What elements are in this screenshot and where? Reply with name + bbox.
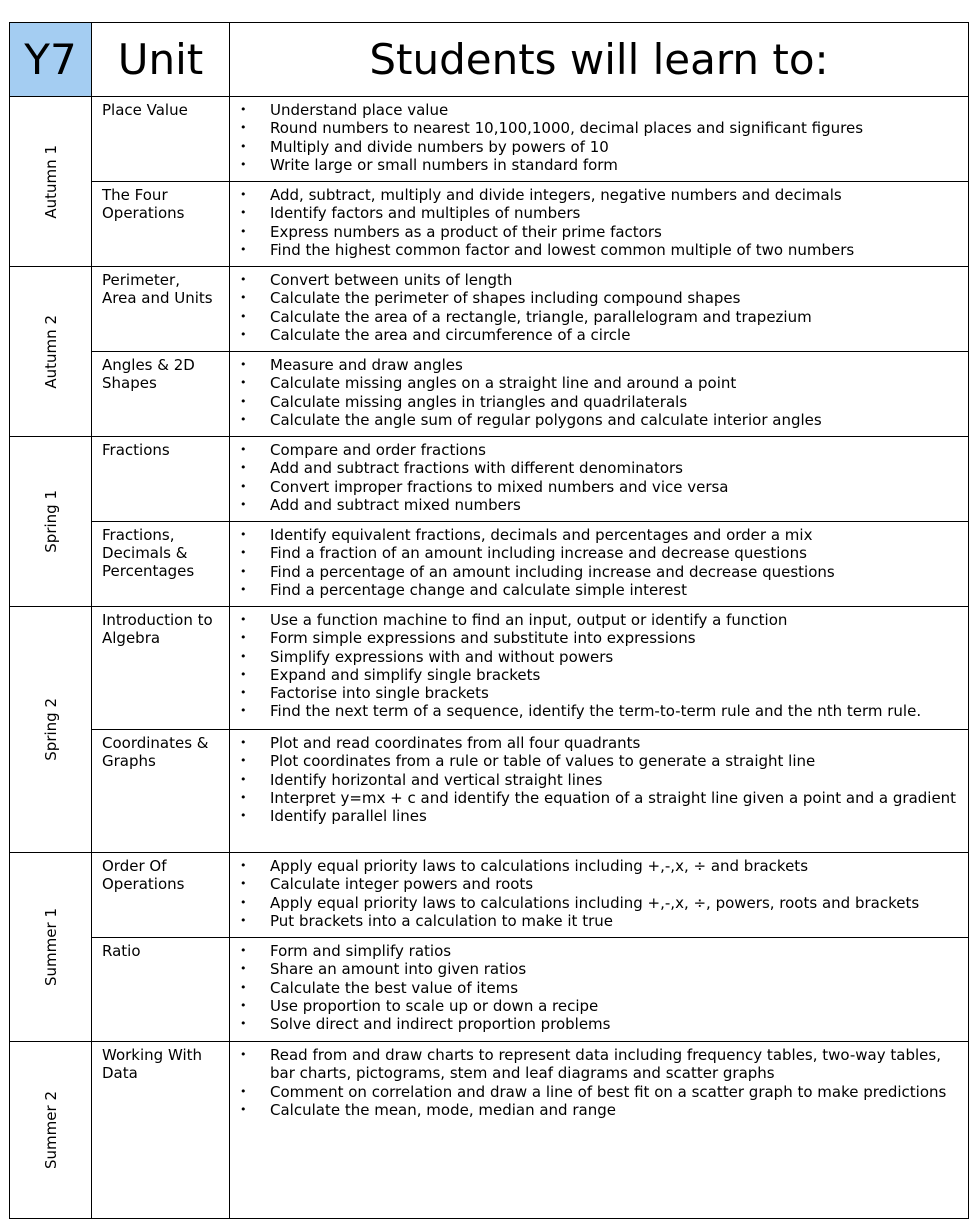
- bullet-icon: •: [240, 309, 247, 323]
- bullet-icon: •: [240, 1048, 247, 1061]
- objective-text: Read from and draw charts to represent data including frequency tables, two-way tables, bar charts, pictograms, stem and leaf diagrams and scatter graphs: [270, 1046, 941, 1083]
- bullet-icon: •: [240, 1102, 247, 1116]
- term-label: Autumn 2: [41, 314, 60, 389]
- objective-item: [238, 912, 962, 930]
- objective-text: Use a function machine to find an input, output or identify a function: [270, 611, 788, 629]
- objectives-list: [238, 271, 962, 344]
- bullet-icon: •: [240, 224, 247, 238]
- unit-cell: [92, 352, 230, 437]
- objective-text: Plot coordinates from a rule or table of values to generate a straight line: [270, 752, 816, 771]
- bullet-icon: •: [240, 913, 247, 927]
- objective-item: [238, 308, 962, 326]
- objective-text: Identify equivalent fractions, decimals and percentages and order a mix: [270, 526, 813, 544]
- bullet-icon: •: [240, 376, 247, 390]
- unit-cell: [92, 1042, 230, 1219]
- objective-text: Convert between units of length: [270, 271, 513, 289]
- unit-name: Fractions: [102, 441, 170, 459]
- bullet-icon: •: [240, 859, 247, 872]
- objective-text: Calculate the area and circumference of a circle: [270, 325, 631, 344]
- bullet-icon: •: [240, 564, 247, 578]
- objective-text: Simplify expressions with and without powers: [270, 647, 614, 666]
- objective-item: [238, 629, 962, 647]
- term-label: Autumn 1: [41, 144, 60, 219]
- term-label: Spring 1: [41, 490, 60, 553]
- bullet-icon: •: [240, 479, 247, 493]
- unit-column-header: Unit: [92, 23, 230, 97]
- unit-name: Introduction to Algebra: [102, 611, 213, 647]
- objective-item: [238, 752, 962, 770]
- objectives-cell: [230, 267, 969, 352]
- term-label: Summer 2: [41, 1091, 60, 1169]
- objective-text: Convert improper fractions to mixed numbers and vice versa: [270, 477, 729, 496]
- unit-row: [10, 97, 969, 182]
- term-cell: [10, 437, 92, 607]
- objective-item: [238, 186, 962, 204]
- bullet-icon: •: [240, 649, 247, 663]
- objective-text: Apply equal priority laws to calculations including +,-,x, ÷ and brackets: [270, 857, 809, 875]
- objective-item: [238, 393, 962, 411]
- objectives-cell: [230, 938, 969, 1042]
- objective-text: Calculate the best value of items: [270, 978, 519, 997]
- unit-cell: [92, 182, 230, 267]
- bullet-icon: •: [240, 188, 247, 201]
- objectives-cell: [230, 182, 969, 267]
- bullet-icon: •: [240, 895, 247, 909]
- bullet-icon: •: [240, 754, 247, 768]
- bullet-icon: •: [240, 412, 247, 426]
- objective-text: Form and simplify ratios: [270, 942, 452, 960]
- bullet-icon: •: [240, 631, 247, 645]
- bullet-icon: •: [240, 1084, 247, 1098]
- bullet-icon: •: [240, 980, 247, 994]
- objectives-cell: [230, 853, 969, 938]
- objective-item: [238, 356, 962, 374]
- objective-item: [238, 789, 962, 807]
- objective-item: [238, 875, 962, 893]
- objective-item: [238, 496, 962, 514]
- bullet-icon: •: [240, 686, 247, 700]
- objective-item: [238, 1046, 962, 1083]
- objective-text: Expand and simplify single brackets: [270, 665, 541, 684]
- objective-item: [238, 441, 962, 459]
- bullet-icon: •: [240, 291, 247, 305]
- bullet-icon: •: [240, 667, 247, 681]
- unit-cell: [92, 522, 230, 607]
- objective-text: Identify parallel lines: [270, 807, 427, 826]
- unit-name: Perimeter, Area and Units: [102, 271, 213, 307]
- term-cell: [10, 267, 92, 437]
- bullet-icon: •: [240, 121, 247, 135]
- bullet-icon: •: [240, 1017, 247, 1031]
- objective-item: [238, 478, 962, 496]
- bullet-icon: •: [240, 327, 247, 341]
- objective-item: [238, 241, 962, 259]
- bullet-icon: •: [240, 157, 247, 171]
- objective-item: [238, 204, 962, 222]
- objectives-cell: [230, 352, 969, 437]
- objective-text: Write large or small numbers in standard form: [270, 155, 618, 174]
- objective-text: Calculate missing angles in triangles and quadrilaterals: [270, 392, 688, 411]
- objectives-cell: [230, 522, 969, 607]
- bullet-icon: •: [240, 582, 247, 596]
- objective-item: [238, 563, 962, 581]
- objectives-cell: [230, 97, 969, 182]
- unit-name: Place Value: [102, 101, 188, 119]
- bullet-icon: •: [240, 394, 247, 408]
- objective-text: Measure and draw angles: [270, 356, 463, 374]
- objective-text: Understand place value: [270, 101, 449, 119]
- unit-row: [10, 607, 969, 730]
- term-label: Summer 1: [41, 908, 60, 986]
- objective-item: [238, 1015, 962, 1033]
- objective-item: [238, 942, 962, 960]
- objective-text: Round numbers to nearest 10,100,1000, decimal places and significant figures: [270, 119, 864, 138]
- bullet-icon: •: [240, 103, 247, 116]
- objective-text: Identify factors and multiples of numbers: [270, 204, 581, 223]
- objective-item: [238, 101, 962, 119]
- objective-item: [238, 960, 962, 978]
- table-body: [10, 23, 969, 1219]
- objective-item: [238, 734, 962, 752]
- objectives-cell: [230, 1042, 969, 1219]
- bullet-icon: •: [240, 998, 247, 1012]
- objective-text: Find a percentage of an amount including increase and decrease questions: [270, 562, 835, 581]
- objectives-list: [238, 356, 962, 429]
- term-cell: [10, 853, 92, 1042]
- objective-item: [238, 526, 962, 544]
- objective-item: [238, 223, 962, 241]
- unit-cell: [92, 437, 230, 522]
- unit-cell: [92, 267, 230, 352]
- objective-item: [238, 374, 962, 392]
- unit-name: Coordinates & Graphs: [102, 734, 209, 770]
- unit-name: Fractions, Decimals & Percentages: [102, 526, 195, 580]
- objective-text: Share an amount into given ratios: [270, 960, 527, 979]
- unit-name: The Four Operations: [102, 186, 185, 222]
- objective-item: [238, 702, 962, 720]
- bullet-icon: •: [240, 358, 247, 371]
- objective-text: Plot and read coordinates from all four quadrants: [270, 734, 641, 752]
- objective-item: [238, 138, 962, 156]
- objective-text: Calculate the area of a rectangle, triangle, parallelogram and trapezium: [270, 307, 812, 326]
- objective-item: [238, 156, 962, 174]
- bullet-icon: •: [240, 206, 247, 220]
- unit-row: [10, 730, 969, 853]
- bullet-icon: •: [240, 273, 247, 286]
- term-label: Spring 2: [41, 698, 60, 761]
- objectives-list: [238, 942, 962, 1033]
- objectives-list: [238, 441, 962, 514]
- objectives-column-header: Students will learn to:: [230, 23, 969, 97]
- unit-cell: [92, 853, 230, 938]
- objective-text: Find a fraction of an amount including increase and decrease questions: [270, 544, 807, 563]
- objective-item: [238, 611, 962, 629]
- objective-item: [238, 771, 962, 789]
- curriculum-table: [9, 22, 969, 1219]
- term-cell: [10, 1042, 92, 1219]
- objective-text: Calculate the angle sum of regular polygons and calculate interior angles: [270, 410, 822, 429]
- bullet-icon: •: [240, 962, 247, 976]
- objective-text: Find the next term of a sequence, identify the term-to-term rule and the nth term rule.: [270, 702, 922, 721]
- objective-text: Form simple expressions and substitute into expressions: [270, 629, 696, 648]
- objective-item: [238, 459, 962, 477]
- objective-text: Add and subtract fractions with different denominators: [270, 459, 683, 478]
- objective-item: [238, 581, 962, 599]
- objectives-cell: [230, 437, 969, 522]
- objectives-cell: [230, 730, 969, 853]
- objective-item: [238, 857, 962, 875]
- bullet-icon: •: [240, 736, 247, 749]
- unit-cell: [92, 607, 230, 730]
- objective-text: Interpret y=mx + c and identify the equation of a straight line given a point and a gradient: [270, 788, 957, 807]
- term-cell: [10, 97, 92, 267]
- unit-name: Ratio: [102, 942, 141, 960]
- unit-row: [10, 938, 969, 1042]
- objective-item: [238, 807, 962, 825]
- objective-text: Compare and order fractions: [270, 441, 486, 459]
- unit-name: Order Of Operations: [102, 857, 185, 893]
- objectives-list: [238, 186, 962, 259]
- objective-item: [238, 544, 962, 562]
- bullet-icon: •: [240, 790, 247, 804]
- objective-text: Identify horizontal and vertical straight lines: [270, 770, 603, 789]
- bullet-icon: •: [240, 497, 247, 511]
- unit-cell: [92, 730, 230, 853]
- objective-text: Calculate the mean, mode, median and range: [270, 1100, 616, 1119]
- objective-item: [238, 1083, 962, 1101]
- bullet-icon: •: [240, 809, 247, 823]
- objectives-list: [238, 857, 962, 930]
- objectives-list: [238, 734, 962, 825]
- objective-item: [238, 289, 962, 307]
- objectives-list: [238, 526, 962, 599]
- bullet-icon: •: [240, 242, 247, 256]
- term-cell: [10, 607, 92, 853]
- objective-item: [238, 979, 962, 997]
- objective-text: Solve direct and indirect proportion problems: [270, 1015, 611, 1034]
- bullet-icon: •: [240, 613, 247, 626]
- unit-cell: [92, 97, 230, 182]
- objective-text: Find a percentage change and calculate simple interest: [270, 580, 688, 599]
- bullet-icon: •: [240, 139, 247, 153]
- objective-item: [238, 1101, 962, 1119]
- unit-name: Working With Data: [102, 1046, 203, 1082]
- objective-text: Add, subtract, multiply and divide integers, negative numbers and decimals: [270, 186, 842, 204]
- unit-row: [10, 437, 969, 522]
- bullet-icon: •: [240, 944, 247, 957]
- unit-row: [10, 182, 969, 267]
- objective-item: [238, 684, 962, 702]
- unit-name: Angles & 2D Shapes: [102, 356, 195, 392]
- objective-item: [238, 326, 962, 344]
- objective-item: [238, 271, 962, 289]
- objectives-cell: [230, 607, 969, 730]
- objective-item: [238, 648, 962, 666]
- unit-row: [10, 267, 969, 352]
- objective-item: [238, 119, 962, 137]
- objective-text: Put brackets into a calculation to make it true: [270, 911, 613, 930]
- unit-row: [10, 522, 969, 607]
- objectives-list: [238, 611, 962, 721]
- objective-text: Factorise into single brackets: [270, 684, 489, 703]
- objective-item: [238, 666, 962, 684]
- objective-item: [238, 894, 962, 912]
- objective-text: Calculate integer powers and roots: [270, 875, 534, 894]
- objective-text: Find the highest common factor and lowest common multiple of two numbers: [270, 240, 855, 259]
- bullet-icon: •: [240, 772, 247, 786]
- objective-text: Express numbers as a product of their prime factors: [270, 222, 662, 241]
- bullet-icon: •: [240, 704, 247, 718]
- objective-text: Add and subtract mixed numbers: [270, 495, 521, 514]
- bullet-icon: •: [240, 546, 247, 560]
- objective-item: [238, 997, 962, 1015]
- unit-row: [10, 853, 969, 938]
- objective-item: [238, 411, 962, 429]
- bullet-icon: •: [240, 528, 247, 541]
- objective-text: Comment on correlation and draw a line of best fit on a scatter graph to make predictions: [270, 1082, 947, 1101]
- bullet-icon: •: [240, 877, 247, 891]
- objectives-list: [238, 1046, 962, 1119]
- objectives-list: [238, 101, 962, 174]
- objective-text: Calculate the perimeter of shapes including compound shapes: [270, 289, 741, 308]
- bullet-icon: •: [240, 443, 247, 456]
- objective-text: Apply equal priority laws to calculations including +,-,x, ÷, powers, roots and brackets: [270, 893, 920, 912]
- header-row: [10, 23, 969, 97]
- unit-row: [10, 1042, 969, 1219]
- unit-cell: [92, 938, 230, 1042]
- unit-row: [10, 352, 969, 437]
- bullet-icon: •: [240, 461, 247, 475]
- objective-text: Use proportion to scale up or down a recipe: [270, 996, 599, 1015]
- objective-text: Multiply and divide numbers by powers of 10: [270, 137, 609, 156]
- year-header: Y7: [10, 23, 92, 97]
- objective-text: Calculate missing angles on a straight line and around a point: [270, 374, 737, 393]
